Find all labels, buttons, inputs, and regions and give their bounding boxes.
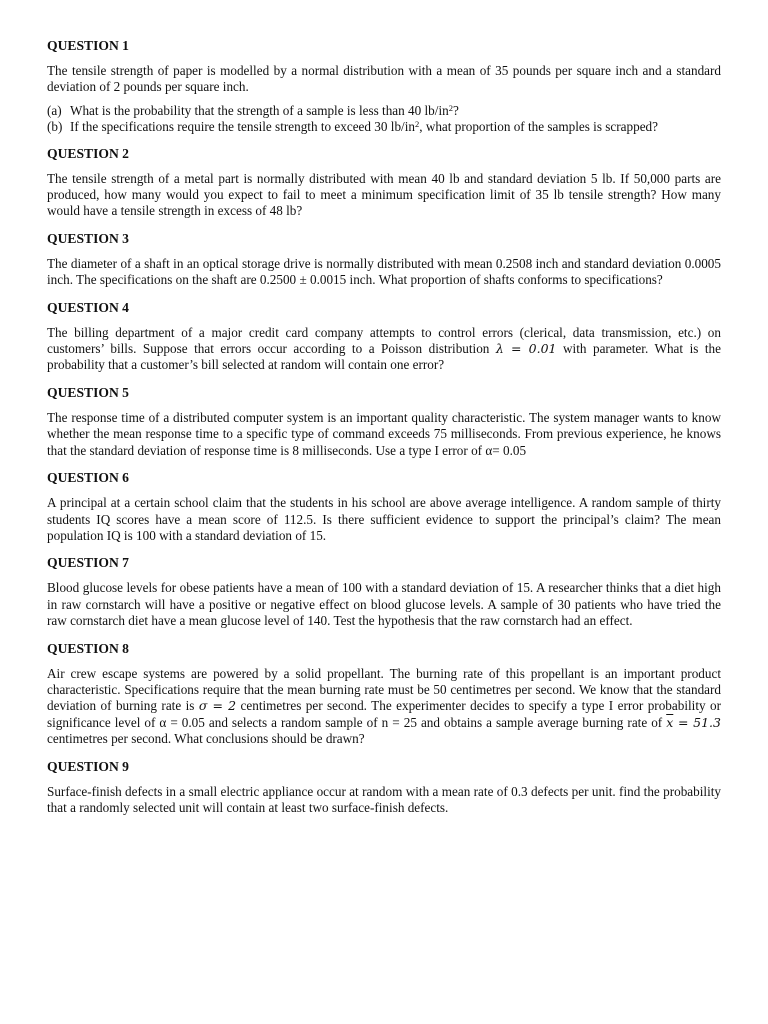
question-2-text: The tensile strength of a metal part is normally distributed with mean 40 lb and standard deviation 5 lb. If 50,000 parts are produced, how many would you expect to fail to meet a minimum specification limit of 35 lb tensile strength? How many would have a tensile strength in excess of 48 lb?	[47, 170, 721, 219]
question-5	[47, 385, 721, 459]
part-b-marker: (b)	[47, 119, 63, 135]
question-7-heading: QUESTION 7	[47, 555, 129, 571]
part-b-end: , what proportion of the samples is scrapped?	[419, 119, 658, 135]
question-4	[47, 300, 721, 374]
question-9-heading: QUESTION 9	[47, 758, 129, 774]
part-a-question: What is the probability that the strength of a sample is less than 40 lb/in	[70, 102, 449, 118]
question-4-text	[47, 325, 721, 374]
question-6	[47, 470, 721, 544]
document-page	[47, 38, 721, 827]
question-1-part-b	[47, 119, 721, 135]
question-9	[47, 759, 721, 817]
question-3	[47, 231, 721, 289]
part-a-marker: (a)	[47, 102, 62, 118]
part-a-text	[70, 103, 721, 119]
question-1-heading: QUESTION 1	[47, 38, 129, 53]
question-8	[47, 641, 721, 748]
question-3-heading: QUESTION 3	[47, 230, 129, 246]
question-6-text: A principal at a certain school claim that the students in his school are above average intelligence. A random sample of thirty students IQ scores have a mean score of 112.5. Is there sufficient evidence to support the principal’s claim? The mean population IQ is 100 with a standard deviation of 15.	[47, 495, 721, 543]
question-1-parts	[47, 103, 721, 136]
sigma-equation: σ = 2	[198, 698, 237, 714]
question-2-heading: QUESTION 2	[47, 145, 129, 161]
question-5-heading: QUESTION 5	[47, 384, 129, 400]
part-b-text	[70, 119, 721, 135]
question-4-heading: QUESTION 4	[47, 299, 129, 315]
question-1-text: The tensile strength of paper is modelled by a normal distribution with a mean of 35 pounds per square inch and a standard deviation of 2 pounds per square inch.	[47, 63, 721, 95]
question-8-heading: QUESTION 8	[47, 640, 129, 656]
question-8-text	[47, 666, 721, 748]
part-b-question: If the specifications require the tensile strength to exceed 30 lb/in	[70, 119, 415, 135]
xbar-equation	[666, 715, 721, 730]
question-2	[47, 146, 721, 220]
question-3-text: The diameter of a shaft in an optical storage drive is normally distributed with mean 0.2508 inch and standard deviation 0.0005 inch. The specifications on the shaft are 0.2500 ± 0.0015 inch. What proportion of shafts conforms to specifications?	[47, 255, 721, 288]
question-6-heading: QUESTION 6	[47, 470, 129, 486]
xbar-symbol: $\overline{x}$	[666, 714, 674, 730]
question-8-text-3: centimetres per second. What conclusions should be drawn?	[47, 731, 365, 747]
question-5-text: The response time of a distributed computer system is an important quality characteristic. The system manager wants to know whether the mean response time to a specific type of command exceeds 75 milliseconds. From previous experience, he knows that the standard deviation of response time is 8 milliseconds. Use a type I error of α= 0.05	[47, 409, 721, 458]
part-a-end: ?	[452, 102, 459, 118]
part-b-superscript: 2	[414, 119, 420, 130]
question-4-text-before: The billing department of a major credit card company attempts to control errors (clerical, data transmission, etc.) on customers’ bills. Suppose that errors occur according to a Poisson distribution	[47, 324, 721, 357]
question-1	[47, 38, 721, 136]
question-7-text: Blood glucose levels for obese patients have a mean of 100 with a standard deviation of 15. A researcher thinks that a diet high in raw cornstarch will have a positive or negative effect on blood glucose levels. A sample of 30 patients who have tried the raw cornstarch diet have a mean glucose level of 140. Test the hypothesis that the raw cornstarch had an effect.	[47, 580, 721, 629]
question-8-text-1: Air crew escape systems are powered by a solid propellant. The burning rate of this propellant is an important product characteristic. Specifications require that the mean burning rate must be 50 centimetres per second. We know that the standard deviation of burning rate is	[47, 665, 721, 714]
question-1-part-a	[47, 103, 721, 119]
question-7	[47, 555, 721, 629]
part-a-superscript: 2	[448, 102, 453, 113]
lambda-equation: λ = 0.01	[495, 341, 557, 357]
question-8-text-2: centimetres per second. The experimenter decides to specify a type I error probability or significance level of α = 0.05 and selects a random sample of n = 25 and obtains a sample average burning rate of	[47, 698, 722, 730]
xbar-value: = 51.3	[673, 714, 721, 730]
question-9-text: Surface-finish defects in a small electric appliance occur at random with a mean rate of 0.3 defects per unit. find the probability that a randomly selected unit will contain at least two surface-finish defects.	[47, 783, 721, 815]
question-4-text-after: with parameter. What is the probability that a customer’s bill selected at random will contain one error?	[47, 341, 721, 373]
